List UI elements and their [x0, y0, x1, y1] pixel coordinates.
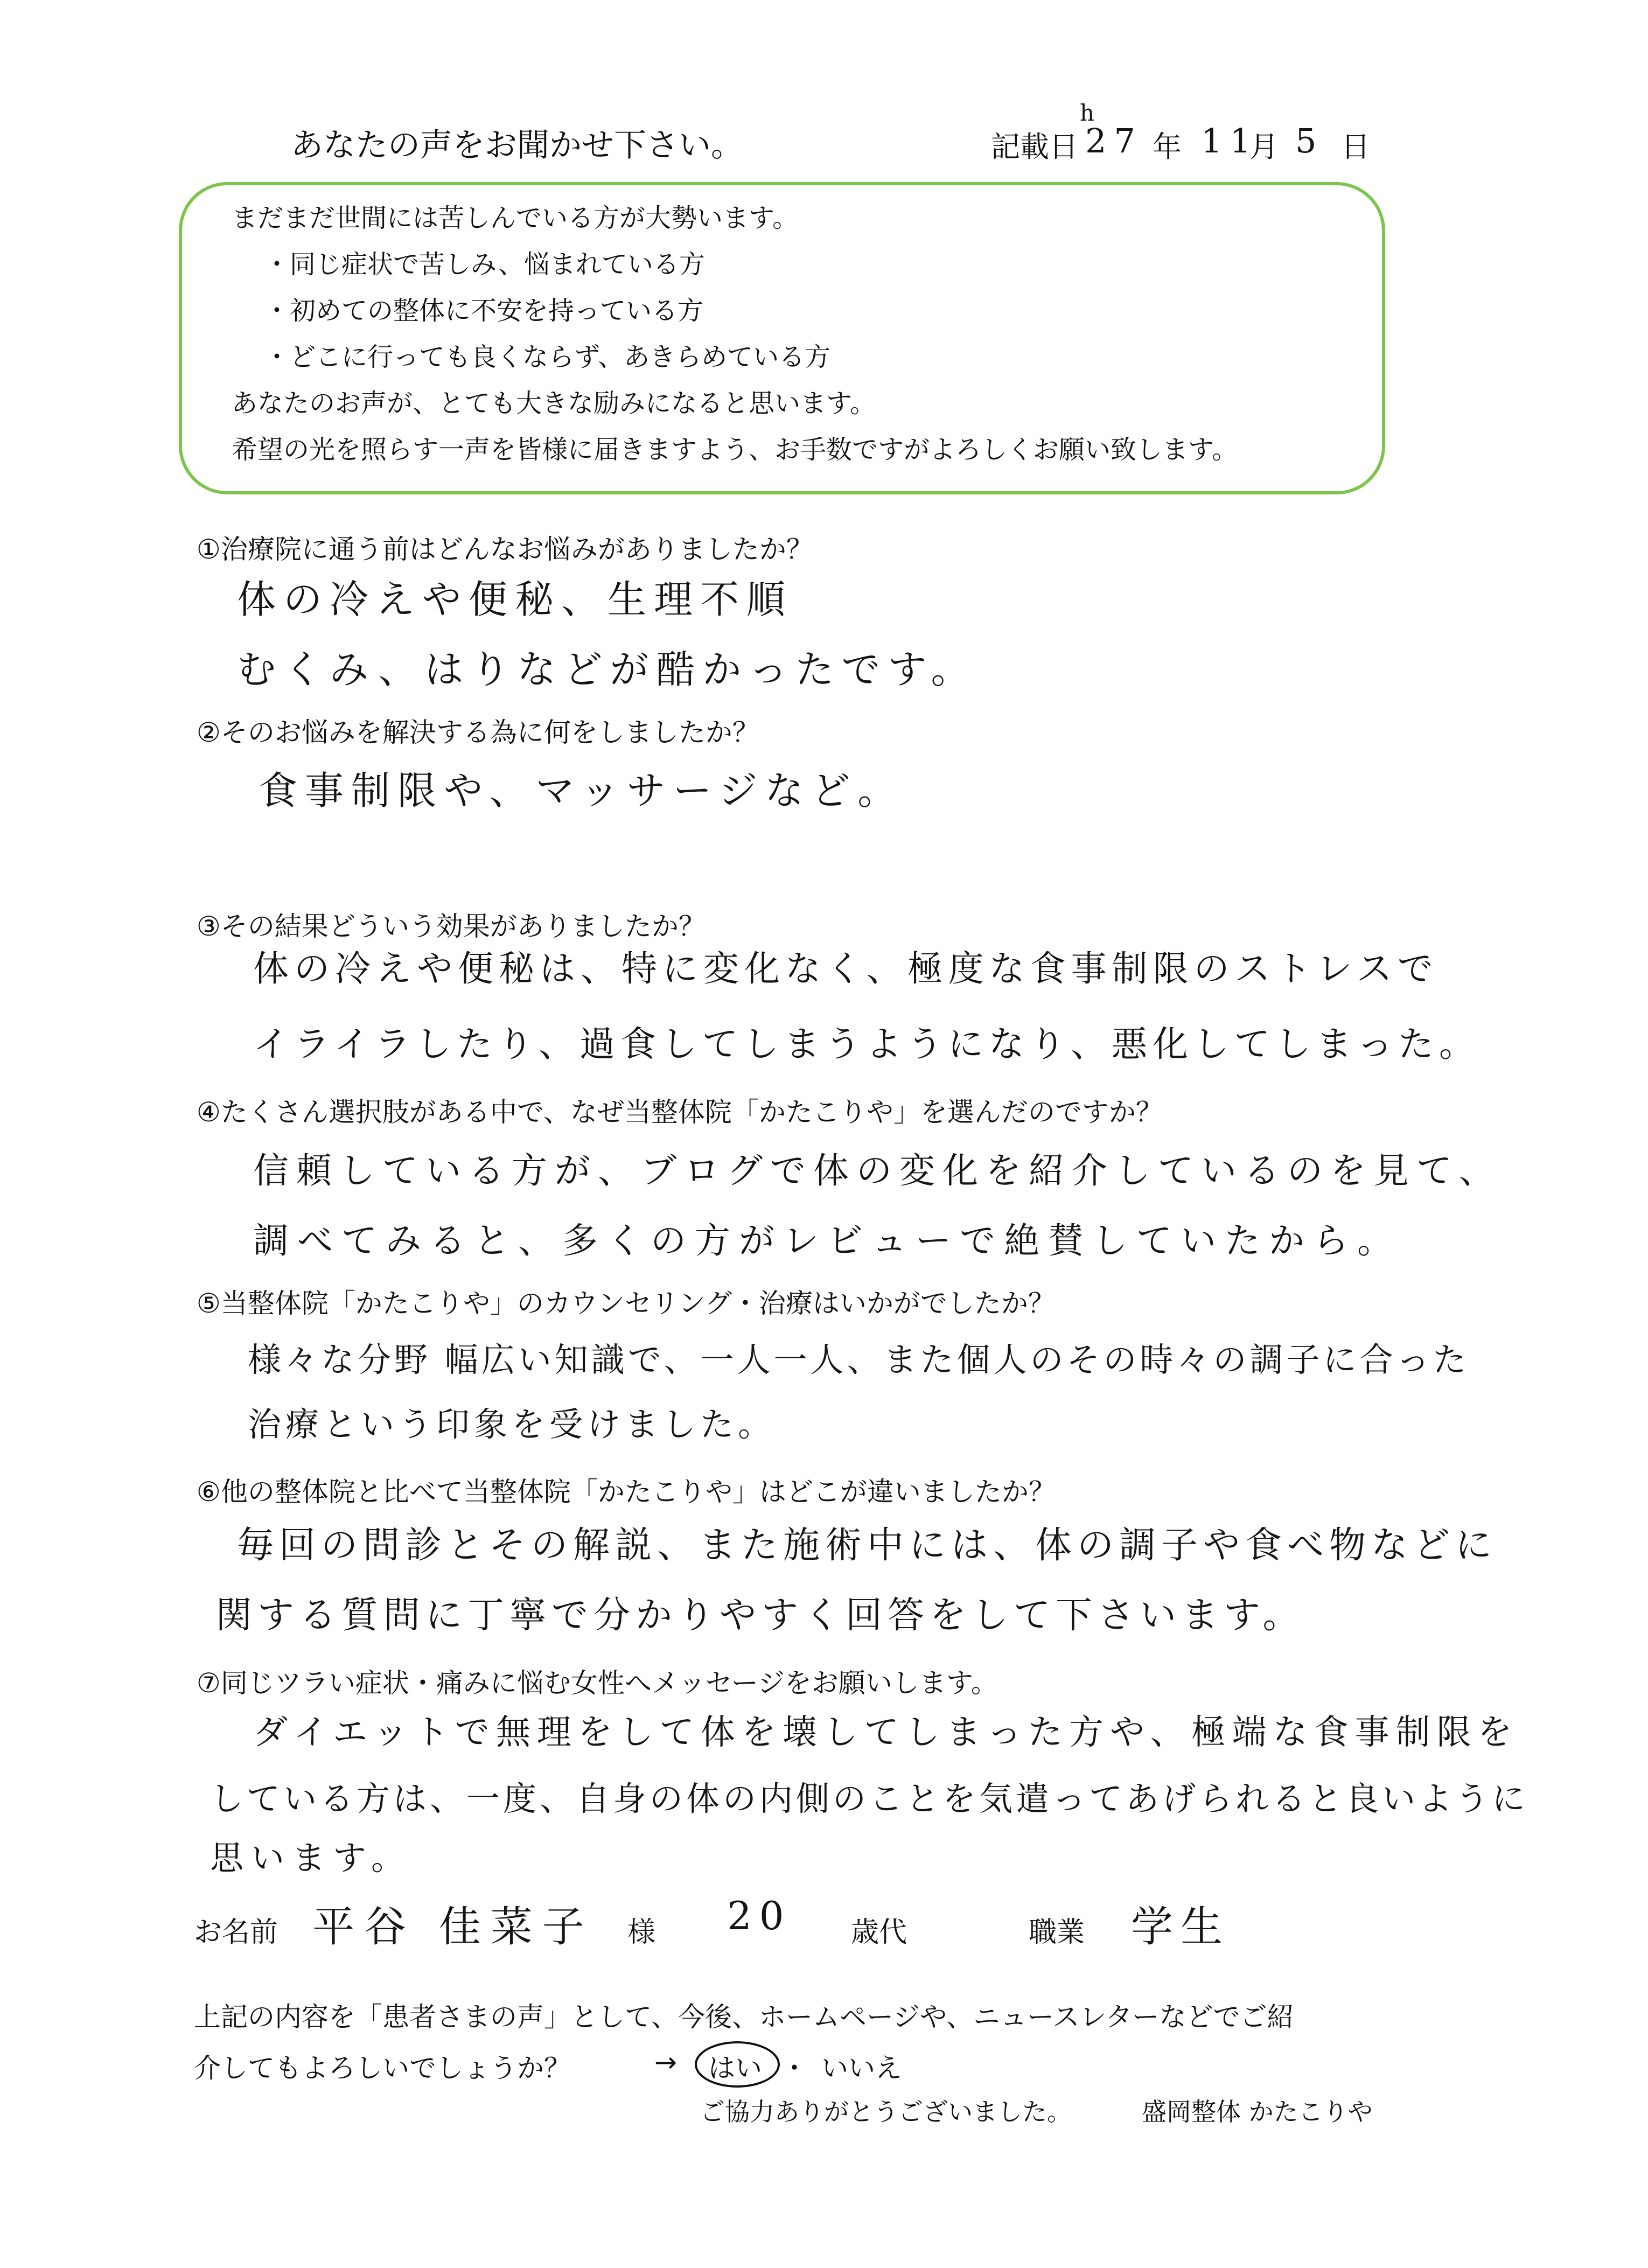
- answer-6-line-1: 毎回の問診とその解説、また施術中には、体の調子や食べ物などに: [237, 1524, 1498, 1567]
- answer-7-line-1: ダイエットで無理をして体を壊してしまった方や、極端な食事制限を: [253, 1713, 1519, 1753]
- answer-4-line-2: 調べてみると、多くの方がレビューで絶賛していたから。: [253, 1220, 1401, 1261]
- question-2: ②そのお悩みを解決する為に何をしましたか？: [197, 717, 759, 748]
- consent-no-option[interactable]: いいえ: [821, 2053, 902, 2084]
- question-6: ⑥他の整体院と比べて当整体院「かたこりや」はどこが違いましたか？: [197, 1476, 1056, 1508]
- answer-4-line-1: 信頼している方が、ブログで体の変化を紹介しているのを見て、: [253, 1150, 1502, 1191]
- honorific: 様: [627, 1916, 656, 1949]
- answer-2-line-1: 食事制限や、マッサージなど。: [259, 768, 904, 813]
- date-year-unit: 年: [1153, 130, 1182, 164]
- question-3: ③その結果どういう効果がありましたか？: [197, 911, 706, 942]
- era-mark: h: [1080, 100, 1102, 126]
- question-1: ①治療院に通う前はどんなお悩みがありましたか？: [197, 534, 813, 565]
- consent-line-2: 介してもよろしいでしょうか？: [194, 2053, 571, 2084]
- answer-7-line-2: している方は、一度、自身の体の内側のことを気遣ってあげられると良いように: [210, 1779, 1529, 1818]
- intro-bullet-1: ・同じ症状で苦しみ、悩まれている方: [264, 249, 705, 280]
- date-day-unit: 日: [1341, 130, 1370, 164]
- intro-line-3: 希望の光を照らす一声を皆様に届きますよう、お手数ですがよろしくお願い致します。: [232, 435, 1238, 465]
- consent-yes-option[interactable]: はい: [708, 2053, 762, 2084]
- job-value: 学生: [1131, 1903, 1231, 1951]
- answer-5-line-1: 様々な分野 幅広い知識で、一人一人、また個人のその時々の調子に合った: [248, 1340, 1470, 1379]
- age-label: 歳代: [851, 1916, 907, 1949]
- answer-3-line-1: 体の冷えや便秘は、特に変化なく、極度な食事制限のストレスで: [253, 948, 1438, 989]
- answer-1-line-1: 体の冷えや便秘、生理不順: [237, 577, 793, 622]
- answer-6-line-2: 関する質問に丁寧で分かりやすく回答をして下さいます。: [215, 1594, 1305, 1637]
- date-label: 記載日: [991, 130, 1078, 164]
- arrow-icon: →: [654, 2047, 677, 2078]
- page-title: あなたの声をお聞かせ下さい。: [291, 127, 743, 164]
- date-month: 11: [1201, 121, 1259, 160]
- answer-5-line-2: 治療という印象を受けました。: [248, 1405, 776, 1444]
- question-5: ⑤当整体院「かたこりや」のカウンセリング・治療はいかがでしたか？: [197, 1288, 1055, 1319]
- answer-7-line-3: 思います。: [210, 1838, 413, 1878]
- patient-name: 平谷 佳菜子: [312, 1903, 594, 1951]
- question-7: ⑦同じツラい症状・痛みに悩む女性へメッセージをお願いします。: [197, 1667, 998, 1699]
- answer-1-line-2: むくみ、はりなどが酷かったです。: [237, 647, 977, 692]
- consent-separator: ・: [781, 2053, 808, 2084]
- intro-line-1: まだまだ世間には苦しんでいる方が大勢います。: [232, 203, 799, 233]
- shop-name: 盛岡整体 かたこりや: [1142, 2097, 1373, 2126]
- thanks-text: ご協力ありがとうございました。: [700, 2097, 1072, 2126]
- date-year: 27: [1085, 121, 1143, 160]
- consent-line-1: 上記の内容を「患者さまの声」として、今後、ホームページや、ニュースレターなどでご紹: [194, 2001, 1294, 2033]
- question-4: ④たくさん選択肢がある中で、なぜ当整体院「かたこりや」を選んだのですか？: [197, 1097, 1163, 1128]
- intro-bullet-3: ・どこに行っても良くならず、あきらめている方: [264, 342, 831, 372]
- answer-3-line-2: イライラしたり、過食してしまうようになり、悪化してしまった。: [253, 1023, 1481, 1065]
- name-label: お名前: [194, 1916, 278, 1949]
- age-value: 20: [727, 1893, 792, 1938]
- date-month-unit: 月: [1249, 130, 1279, 164]
- intro-bullet-2: ・初めての整体に不安を持っている方: [264, 296, 704, 326]
- intro-line-2: あなたのお声が、とても大きな励みになると思います。: [232, 388, 876, 418]
- job-label: 職業: [1029, 1916, 1085, 1949]
- date-day: 5: [1295, 121, 1324, 160]
